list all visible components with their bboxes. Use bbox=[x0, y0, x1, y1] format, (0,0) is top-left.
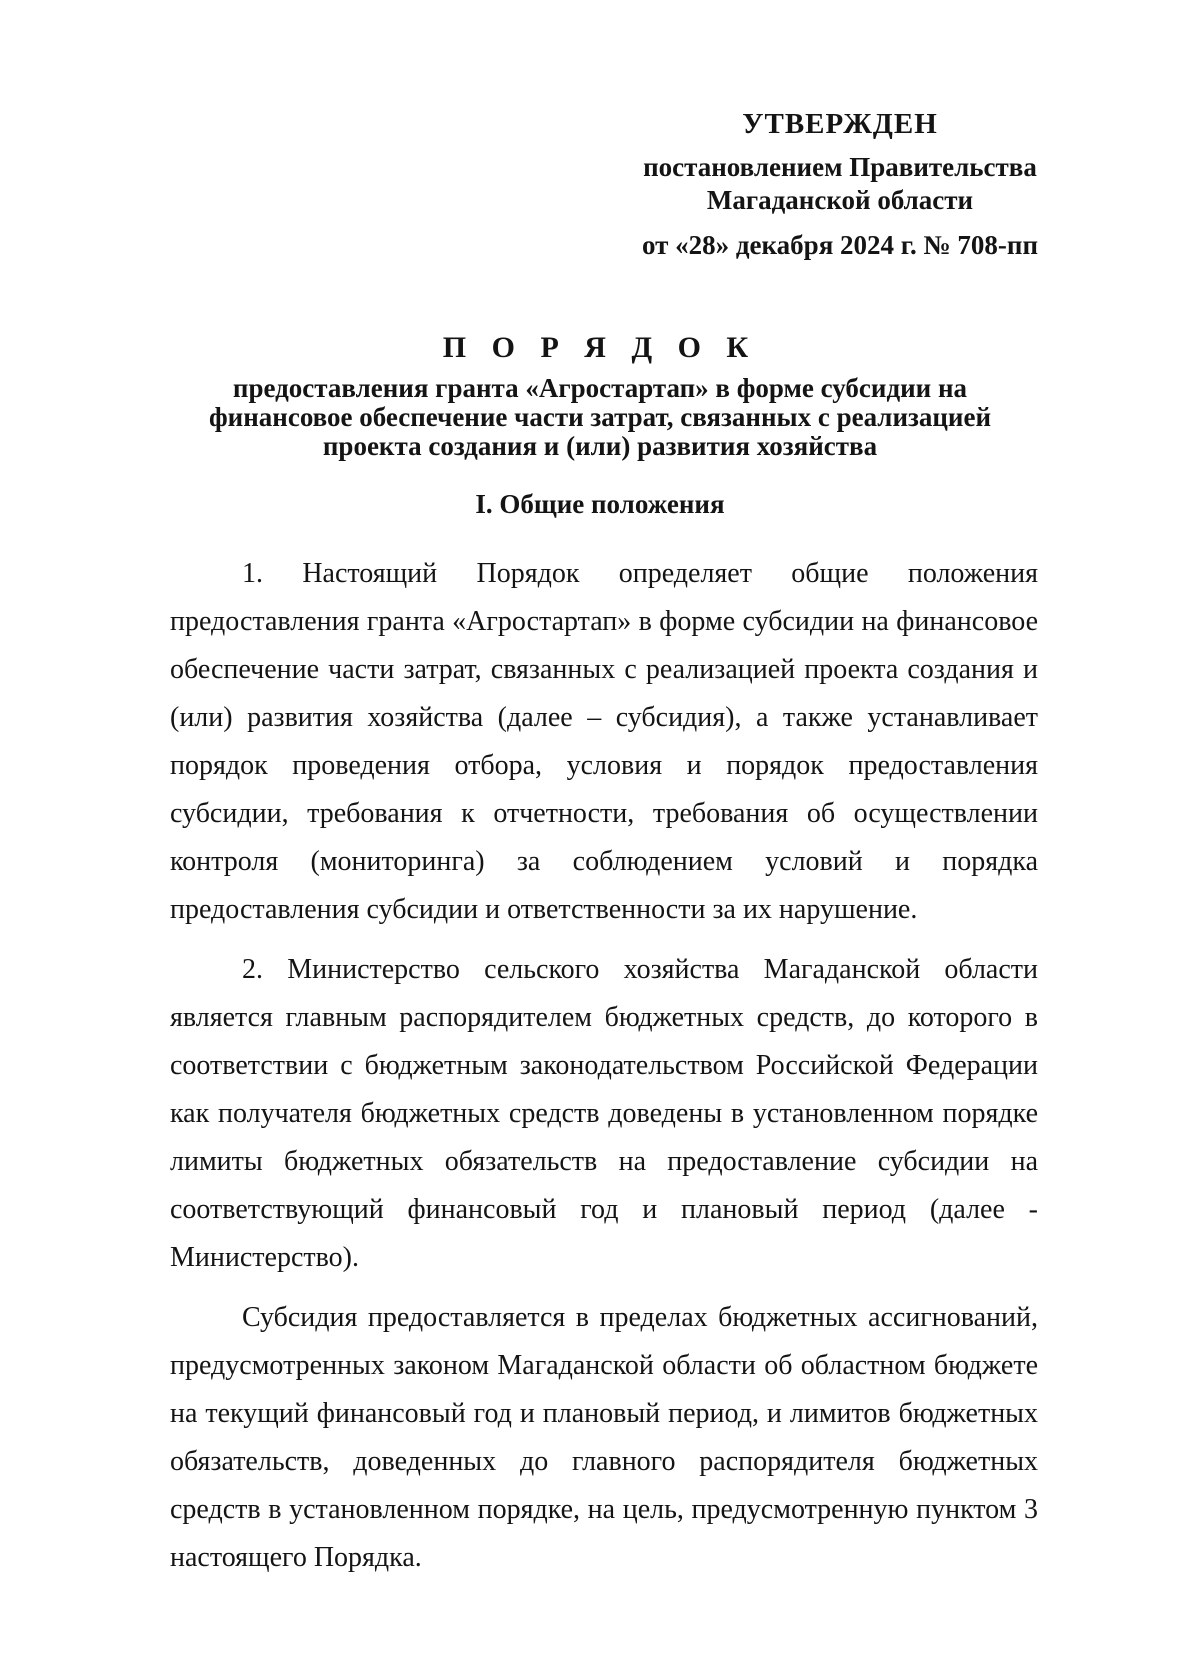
document-subtitle-line1: предоставления гранта «Агростартап» в форме субсидии на bbox=[232, 373, 968, 403]
approval-date: от «28» декабря 2024 г. № 708-пп bbox=[641, 230, 1039, 260]
approval-authority-line1: постановлением Правительства bbox=[643, 152, 1037, 182]
document-subtitle-line2: финансовое обеспечение части затрат, связанных с реализацией bbox=[208, 402, 992, 432]
section-heading: I. Общие положения bbox=[475, 489, 725, 519]
document-type: П О Р Я Д О К bbox=[442, 331, 758, 364]
approval-stamp-title: УТВЕРЖДЕН bbox=[742, 108, 938, 140]
document-title-block bbox=[170, 330, 1030, 461]
paragraph-3: Субсидия предоставляется в пределах бюджетных ассигнований, предусмотренных законом Магаданской области об областном бюджете на текущий финансовый год и плановый период, и лимитов бюджетных обязательств, доведенных до главного распорядителя бюджетных средств в установленном порядке, на цель, предусмотренную пунктом 3 настоящего Порядка. bbox=[170, 1302, 1038, 1573]
paragraph-2: 2. Министерство сельского хозяйства Магаданской области является главным распорядителем бюджетных средств, до которого в соответствии с бюджетным законодательством Российской Федерации как получателя бюджетных средств доведены в установленном порядке лимиты бюджетных обязательств на предоставление субсидии на соответствующий финансовый год и плановый период (далее - Министерство). bbox=[170, 954, 1038, 1273]
approval-authority-line2: Магаданской области bbox=[706, 185, 974, 215]
document-body bbox=[170, 550, 1038, 1582]
approval-block bbox=[600, 108, 1080, 262]
paragraph-1: 1. Настоящий Порядок определяет общие положения предоставления гранта «Агростартап» в форме субсидии на финансовое обеспечение части затрат, связанных с реализацией проекта создания и (или) развития хозяйства (далее – субсидия), а также устанавливает порядок проведения отбора, условия и порядок предоставления субсидии, требования к отчетности, требования об осуществлении контроля (мониторинга) за соблюдением условий и порядка предоставления субсидии и ответственности за их нарушение. bbox=[170, 558, 1038, 925]
document-subtitle-line3: проекта создания и (или) развития хозяйства bbox=[322, 431, 878, 461]
